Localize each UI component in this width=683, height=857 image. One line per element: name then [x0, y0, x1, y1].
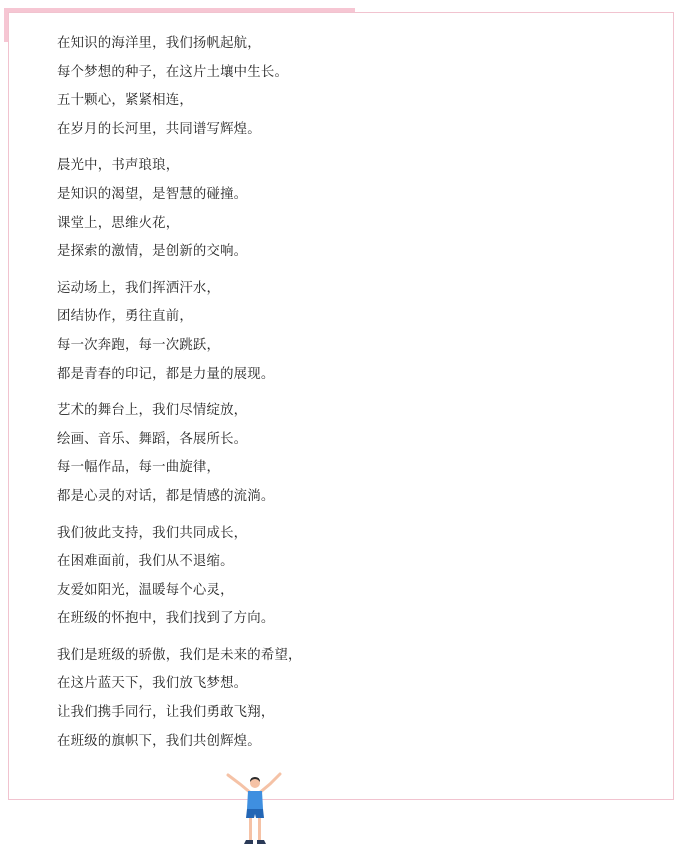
poem-line: 每个梦想的种子，在这片土壤中生长。: [57, 64, 289, 80]
poem-line: 在班级的旗帜下，我们共创辉煌。: [57, 733, 261, 749]
poem-line: 每一次奔跑，每一次跳跃，: [57, 337, 221, 353]
poem-line: 艺术的舞台上，我们尽情绽放，: [57, 403, 248, 419]
stanza-3: [57, 275, 617, 389]
poem-line: 是探索的激情，是创新的交响。: [57, 244, 248, 260]
shirt: [247, 791, 263, 809]
poem-line: 运动场上，我们挥洒汗水，: [57, 280, 221, 296]
poem-line: 在困难面前，我们从不退缩。: [57, 554, 234, 570]
poem-line: 在岁月的长河里，共同谱写辉煌。: [57, 121, 261, 137]
poem-line: 我们彼此支持，我们共同成长，: [57, 525, 248, 541]
left-shoe: [244, 840, 253, 844]
poem-line: 友爱如阳光，温暖每个心灵，: [57, 582, 234, 598]
poem-line: 在班级的怀抱中，我们找到了方向。: [57, 611, 275, 627]
shorts: [246, 809, 264, 818]
cheering-student-icon: [222, 772, 286, 852]
poem-line: 是知识的渴望，是智慧的碰撞。: [57, 186, 248, 202]
poem-line: 团结协作，勇往直前，: [57, 309, 193, 325]
stanza-1: [57, 30, 617, 144]
poem-line: 在这片蓝天下，我们放飞梦想。: [57, 676, 248, 692]
stanza-5: [57, 520, 617, 634]
poem-line: 我们是班级的骄傲，我们是未来的希望，: [57, 647, 302, 663]
poem-line: 让我们携手同行，让我们勇敢飞翔，: [57, 705, 275, 721]
poem-line: 晨光中，书声琅琅，: [57, 158, 180, 174]
right-shoe: [257, 840, 266, 844]
poem-line: 课堂上，思维火花，: [57, 215, 180, 231]
stanza-6: [57, 642, 617, 756]
right-leg: [258, 818, 261, 840]
poem-line: 五十颗心，紧紧相连，: [57, 93, 193, 109]
poem-line: 每一幅作品，每一曲旋律，: [57, 460, 221, 476]
stanza-2: [57, 152, 617, 266]
stanza-4: [57, 397, 617, 511]
poem-line: 都是心灵的对话，都是情感的流淌。: [57, 488, 275, 504]
left-leg: [249, 818, 252, 840]
poem-line: 绘画、音乐、舞蹈，各展所长。: [57, 431, 248, 447]
poem-line: 在知识的海洋里，我们扬帆起航，: [57, 36, 261, 51]
poem-body: [57, 30, 617, 764]
poem-line: 都是青春的印记，都是力量的展现。: [57, 366, 275, 382]
